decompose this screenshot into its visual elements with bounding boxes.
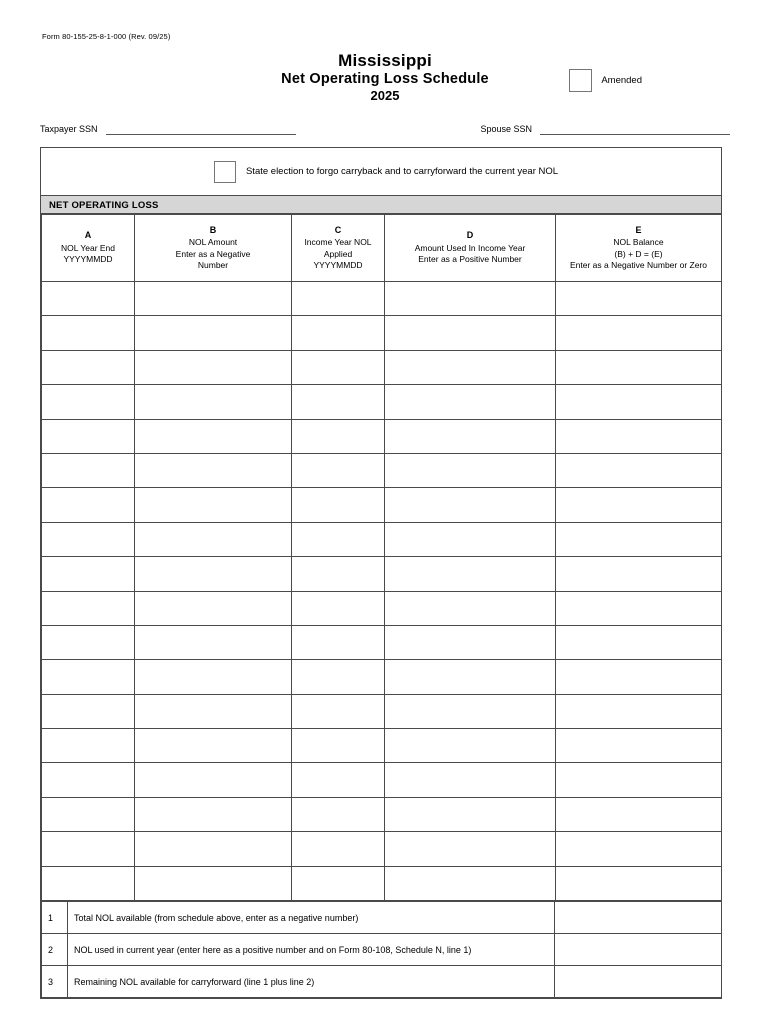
nol-cell[interactable] bbox=[135, 660, 292, 694]
nol-cell[interactable] bbox=[292, 385, 385, 419]
column-letter-a: A bbox=[84, 230, 92, 241]
nol-cell[interactable] bbox=[42, 866, 135, 900]
column-desc-e-line2: (B) + D = (E) bbox=[614, 248, 663, 259]
nol-cell[interactable] bbox=[385, 488, 556, 522]
column-header-b bbox=[135, 215, 292, 282]
totals-line-value[interactable] bbox=[555, 902, 722, 934]
table-row bbox=[42, 488, 722, 522]
nol-cell[interactable] bbox=[292, 866, 385, 900]
column-header-d bbox=[385, 215, 556, 282]
column-desc-a-line1: NOL Year End bbox=[60, 242, 116, 253]
totals-row bbox=[42, 934, 722, 966]
form-header bbox=[40, 51, 730, 113]
totals-line-number: 2 bbox=[42, 934, 68, 966]
column-letter-d: D bbox=[466, 230, 474, 241]
nol-table-body bbox=[42, 282, 722, 901]
nol-cell[interactable] bbox=[556, 797, 722, 831]
column-desc-c-line3: YYYYMMDD bbox=[313, 260, 363, 270]
nol-cell[interactable] bbox=[556, 866, 722, 900]
nol-cell[interactable] bbox=[292, 625, 385, 659]
nol-cell[interactable] bbox=[135, 625, 292, 659]
nol-cell[interactable] bbox=[42, 694, 135, 728]
table-row bbox=[42, 419, 722, 453]
nol-cell[interactable] bbox=[385, 350, 556, 384]
nol-cell[interactable] bbox=[556, 660, 722, 694]
nol-cell[interactable] bbox=[135, 591, 292, 625]
column-letter-b: B bbox=[209, 224, 217, 235]
nol-cell[interactable] bbox=[385, 557, 556, 591]
nol-cell[interactable] bbox=[135, 385, 292, 419]
nol-cell[interactable] bbox=[556, 625, 722, 659]
spouse-ssn-label: Spouse SSN bbox=[480, 124, 532, 134]
taxpayer-ssn-label: Taxpayer SSN bbox=[40, 124, 98, 134]
nol-cell[interactable] bbox=[42, 350, 135, 384]
totals-line-number: 1 bbox=[42, 902, 68, 934]
nol-cell[interactable] bbox=[292, 591, 385, 625]
nol-cell[interactable] bbox=[292, 832, 385, 866]
table-row bbox=[42, 522, 722, 556]
nol-table-head bbox=[42, 215, 722, 282]
nol-cell[interactable] bbox=[135, 729, 292, 763]
column-desc-d-line1: Amount Used In Income Year bbox=[414, 242, 526, 253]
totals-line-label: Total NOL available (from schedule above, enter as a negative number) bbox=[68, 902, 555, 934]
page-title: Mississippi bbox=[338, 51, 432, 70]
nol-cell[interactable] bbox=[556, 419, 722, 453]
nol-cell[interactable] bbox=[135, 694, 292, 728]
table-row bbox=[42, 694, 722, 728]
table-row bbox=[42, 557, 722, 591]
nol-cell[interactable] bbox=[135, 557, 292, 591]
nol-cell[interactable] bbox=[556, 763, 722, 797]
nol-cell[interactable] bbox=[385, 797, 556, 831]
nol-cell[interactable] bbox=[42, 419, 135, 453]
column-desc-b-line2: Enter as a Negative bbox=[175, 248, 251, 259]
nol-cell[interactable] bbox=[135, 797, 292, 831]
table-row bbox=[42, 832, 722, 866]
nol-cell[interactable] bbox=[42, 832, 135, 866]
column-header-a bbox=[42, 215, 135, 282]
nol-table-header-row bbox=[42, 215, 722, 282]
nol-cell[interactable] bbox=[292, 316, 385, 350]
totals-row bbox=[42, 966, 722, 998]
column-letter-e: E bbox=[635, 224, 642, 235]
nol-cell[interactable] bbox=[135, 419, 292, 453]
nol-cell[interactable] bbox=[135, 350, 292, 384]
election-checkbox[interactable] bbox=[214, 161, 236, 183]
nol-cell[interactable] bbox=[292, 453, 385, 487]
nol-cell[interactable] bbox=[42, 522, 135, 556]
table-row bbox=[42, 282, 722, 316]
column-desc-c-line2: Applied bbox=[323, 248, 353, 259]
nol-cell[interactable] bbox=[292, 419, 385, 453]
nol-cell[interactable] bbox=[135, 488, 292, 522]
nol-cell[interactable] bbox=[135, 866, 292, 900]
totals-line-number: 3 bbox=[42, 966, 68, 998]
nol-cell[interactable] bbox=[385, 591, 556, 625]
nol-cell[interactable] bbox=[135, 763, 292, 797]
nol-cell[interactable] bbox=[556, 729, 722, 763]
table-row bbox=[42, 350, 722, 384]
table-row bbox=[42, 729, 722, 763]
nol-cell[interactable] bbox=[556, 694, 722, 728]
totals-line-label: NOL used in current year (enter here as a positive number and on Form 80-108, Schedule N, line 1) bbox=[68, 934, 555, 966]
nol-cell[interactable] bbox=[292, 694, 385, 728]
nol-cell[interactable] bbox=[556, 557, 722, 591]
nol-cell[interactable] bbox=[556, 316, 722, 350]
nol-cell[interactable] bbox=[42, 557, 135, 591]
nol-cell[interactable] bbox=[292, 797, 385, 831]
totals-line-label: Remaining NOL available for carryforward (line 1 plus line 2) bbox=[68, 966, 555, 998]
nol-cell[interactable] bbox=[385, 729, 556, 763]
nol-cell[interactable] bbox=[135, 453, 292, 487]
amended-checkbox[interactable] bbox=[569, 69, 592, 92]
nol-cell[interactable] bbox=[385, 660, 556, 694]
nol-cell[interactable] bbox=[385, 763, 556, 797]
table-row bbox=[42, 763, 722, 797]
nol-cell[interactable] bbox=[556, 282, 722, 316]
nol-cell[interactable] bbox=[292, 763, 385, 797]
nol-cell[interactable] bbox=[292, 350, 385, 384]
nol-cell[interactable] bbox=[135, 282, 292, 316]
nol-cell[interactable] bbox=[42, 453, 135, 487]
taxpayer-ssn-input[interactable] bbox=[106, 121, 296, 135]
column-header-c bbox=[292, 215, 385, 282]
column-letter-c: C bbox=[334, 224, 342, 235]
nol-cell[interactable] bbox=[556, 350, 722, 384]
table-row bbox=[42, 797, 722, 831]
nol-cell[interactable] bbox=[42, 385, 135, 419]
form-code: Form 80-155-25-8-1-000 (Rev. 09/25) bbox=[42, 32, 171, 41]
nol-cell[interactable] bbox=[556, 453, 722, 487]
nol-cell[interactable] bbox=[292, 660, 385, 694]
nol-cell[interactable] bbox=[42, 591, 135, 625]
tax-year: 2025 bbox=[370, 88, 400, 103]
spouse-ssn-input[interactable] bbox=[540, 121, 730, 135]
nol-cell[interactable] bbox=[42, 797, 135, 831]
nol-cell[interactable] bbox=[42, 625, 135, 659]
nol-cell[interactable] bbox=[42, 763, 135, 797]
table-row bbox=[42, 866, 722, 900]
column-desc-e-line1: NOL Balance bbox=[613, 237, 664, 247]
nol-cell[interactable] bbox=[135, 316, 292, 350]
nol-cell[interactable] bbox=[292, 729, 385, 763]
nol-cell[interactable] bbox=[556, 591, 722, 625]
nol-cell[interactable] bbox=[385, 832, 556, 866]
column-desc-a-line2: YYYYMMDD bbox=[63, 254, 113, 265]
table-row bbox=[42, 625, 722, 659]
column-desc-b-line1: NOL Amount bbox=[188, 237, 238, 247]
column-header-e bbox=[556, 215, 722, 282]
nol-table bbox=[41, 214, 722, 901]
column-desc-b-line3: Number bbox=[197, 260, 229, 270]
nol-cell[interactable] bbox=[385, 316, 556, 350]
nol-cell[interactable] bbox=[42, 316, 135, 350]
nol-cell[interactable] bbox=[385, 694, 556, 728]
column-desc-c-line1: Income Year NOL bbox=[304, 237, 372, 247]
nol-cell[interactable] bbox=[292, 522, 385, 556]
nol-cell[interactable] bbox=[556, 832, 722, 866]
nol-schedule-box bbox=[40, 147, 722, 999]
nol-cell[interactable] bbox=[385, 625, 556, 659]
totals-table bbox=[41, 901, 722, 998]
totals-line-value[interactable] bbox=[555, 966, 722, 998]
nol-cell[interactable] bbox=[42, 729, 135, 763]
table-row bbox=[42, 385, 722, 419]
nol-cell[interactable] bbox=[385, 385, 556, 419]
table-row bbox=[42, 316, 722, 350]
nol-cell[interactable] bbox=[385, 419, 556, 453]
nol-cell[interactable] bbox=[135, 832, 292, 866]
table-row bbox=[42, 453, 722, 487]
nol-cell[interactable] bbox=[385, 282, 556, 316]
election-row bbox=[41, 148, 721, 196]
nol-cell[interactable] bbox=[42, 488, 135, 522]
nol-cell[interactable] bbox=[292, 282, 385, 316]
nol-cell[interactable] bbox=[556, 488, 722, 522]
nol-cell[interactable] bbox=[556, 522, 722, 556]
amended-label: Amended bbox=[601, 75, 642, 86]
election-label: State election to forgo carryback and to carryforward the current year NOL bbox=[245, 166, 559, 177]
table-row bbox=[42, 591, 722, 625]
totals-row bbox=[42, 902, 722, 934]
nol-cell[interactable] bbox=[292, 488, 385, 522]
totals-table-body bbox=[42, 902, 722, 998]
nol-cell[interactable] bbox=[556, 385, 722, 419]
nol-cell[interactable] bbox=[42, 660, 135, 694]
nol-cell[interactable] bbox=[385, 866, 556, 900]
table-row bbox=[42, 660, 722, 694]
totals-line-value[interactable] bbox=[555, 934, 722, 966]
column-desc-d-line2: Enter as a Positive Number bbox=[418, 254, 522, 265]
nol-cell[interactable] bbox=[292, 557, 385, 591]
ssn-row bbox=[40, 115, 730, 135]
section-header-net-operating-loss: NET OPERATING LOSS bbox=[41, 196, 721, 214]
nol-cell[interactable] bbox=[135, 522, 292, 556]
form-subtitle: Net Operating Loss Schedule bbox=[281, 71, 489, 87]
nol-cell[interactable] bbox=[385, 522, 556, 556]
column-desc-e-line3: Enter as a Negative Number or Zero bbox=[569, 260, 707, 270]
amended-group bbox=[569, 69, 642, 92]
nol-cell[interactable] bbox=[42, 282, 135, 316]
nol-cell[interactable] bbox=[385, 453, 556, 487]
